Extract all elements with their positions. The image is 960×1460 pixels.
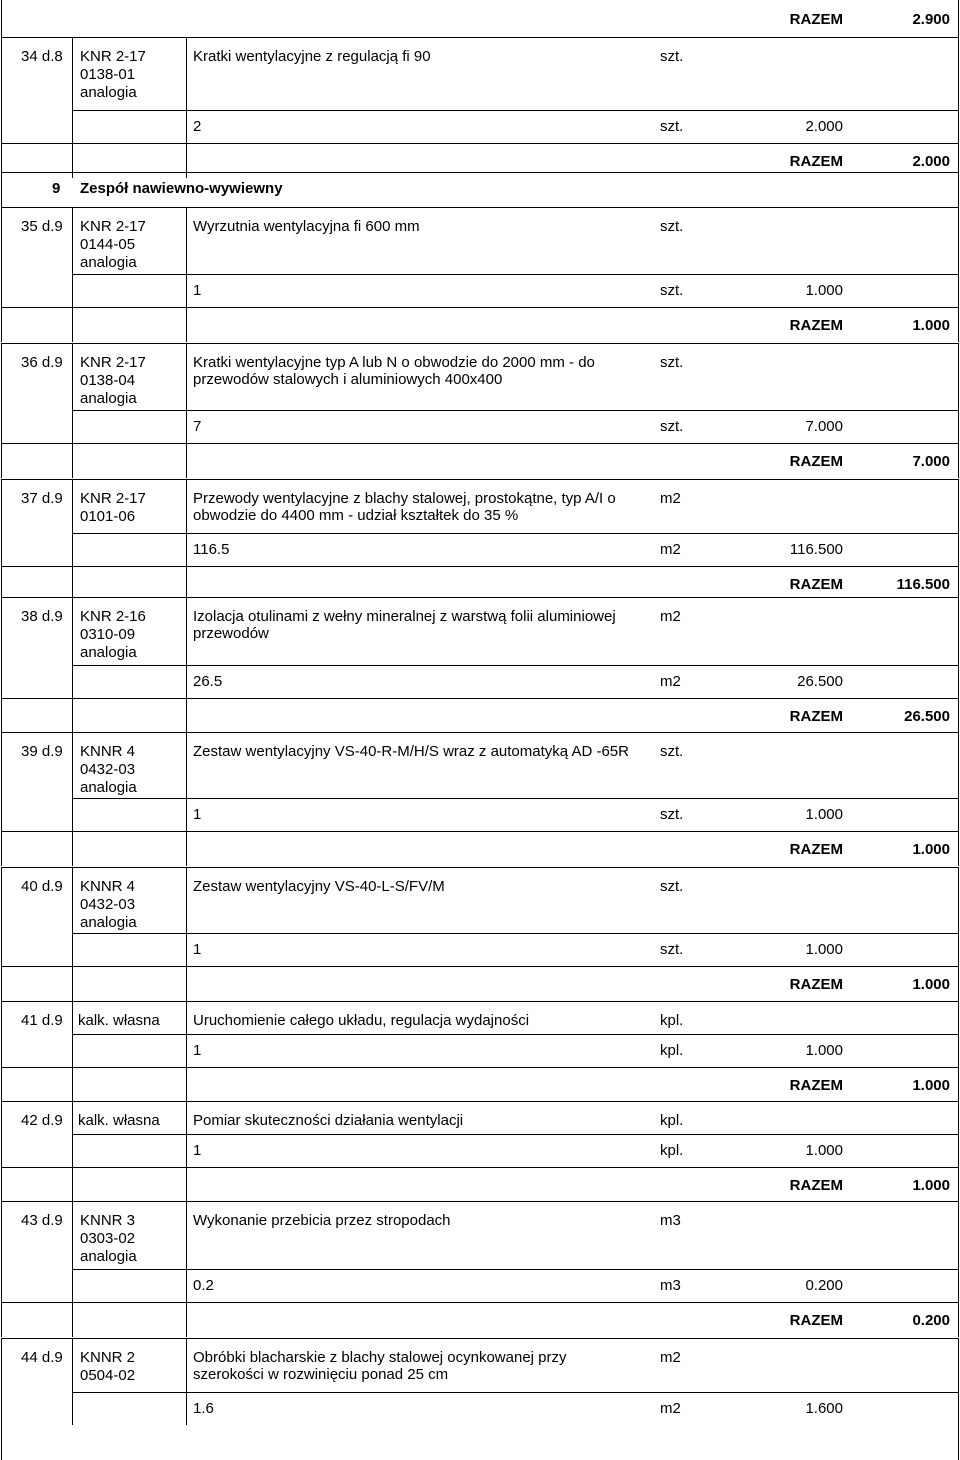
table-border-right [958,1101,959,1202]
quantity-unit: szt. [660,941,684,958]
column-divider [186,1392,187,1425]
column-divider [72,1134,73,1167]
column-divider [72,665,73,698]
quantity-expression: 26.5 [193,673,223,690]
razem-total: 1.000 [912,976,950,993]
razem-label: RAZEM [789,1312,843,1329]
position-unit: szt. [660,878,684,895]
quantity-unit: m2 [660,673,681,690]
row-separator [1,1201,958,1202]
table-border-left [1,1001,2,1102]
section-number: 9 [52,180,61,197]
column-divider [186,307,187,342]
position-description: przewodów [193,625,269,642]
column-divider [186,732,187,798]
row-separator [72,665,958,666]
razem-label: RAZEM [789,317,843,334]
row-separator [1,443,958,444]
position-basis: KNNR 3 [80,1212,136,1229]
position-number: 44 d.9 [21,1349,63,1366]
row-separator [1,597,958,598]
position-basis: analogia [80,779,137,796]
column-divider [72,732,73,798]
position-basis: analogia [80,914,137,931]
position-basis: analogia [80,254,137,271]
column-divider [186,443,187,478]
row-separator [1,966,958,967]
quantity-value: 26.500 [797,673,843,690]
row-separator [72,1034,958,1035]
row-separator [1,1067,958,1068]
position-basis: 0138-01 [80,66,136,83]
column-divider [72,798,73,831]
column-divider [72,1034,73,1067]
row-separator [72,410,958,411]
row-separator [1,867,958,868]
quantity-expression: 1 [193,941,202,958]
position-number: 41 d.9 [21,1012,63,1029]
column-divider [72,110,73,143]
column-divider [186,207,187,274]
quantity-unit: szt. [660,806,684,823]
quantity-unit: szt. [660,282,684,299]
column-divider [186,110,187,143]
quantity-value: 7.000 [805,418,843,435]
column-divider [186,410,187,443]
table-border-left [1,1338,2,1460]
razem-total: 2.000 [912,153,950,170]
row-separator [1,566,958,567]
quantity-unit: m3 [660,1277,681,1294]
table-border-left [1,0,2,207]
row-separator [72,1134,958,1135]
column-divider [186,343,187,410]
column-divider [72,566,73,601]
position-unit: kpl. [660,1112,684,1129]
column-divider [72,1101,73,1134]
column-divider [72,1067,73,1102]
column-divider [186,798,187,831]
position-basis: 0310-09 [80,626,136,643]
position-basis: analogia [80,84,137,101]
position-description: Izolacja otulinami z wełny mineralnej z warstwą folii aluminiowej [193,608,616,625]
position-description: Obróbki blacharskie z blachy stalowej ocynkowanej przy [193,1349,567,1366]
table-border-left [1,343,2,478]
position-basis: 0144-05 [80,236,136,253]
column-divider [72,1338,73,1392]
position-description: szerokości w rozwinięciu ponad 25 cm [193,1366,449,1383]
position-basis: analogia [80,1248,137,1265]
column-divider [72,207,73,274]
quantity-expression: 2 [193,118,202,135]
razem-total: 0.200 [912,1312,950,1329]
table-border-right [958,732,959,866]
position-basis: 0101-06 [80,508,136,525]
table-border-right [958,479,959,601]
razem-label: RAZEM [789,453,843,470]
position-basis: 0432-03 [80,761,136,778]
column-divider [186,1302,187,1337]
position-description: Uruchomienie całego układu, regulacja wydajności [193,1012,530,1029]
table-border-left [1,1201,2,1337]
column-divider [72,933,73,966]
razem-total: 26.500 [904,708,950,725]
quantity-expression: 1 [193,1042,202,1059]
razem-total: 7.000 [912,453,950,470]
razem-label: RAZEM [789,708,843,725]
row-separator [1,479,958,480]
razem-total: 1.000 [912,1177,950,1194]
table-border-left [1,597,2,733]
position-description: Przewody wentylacyjne z blachy stalowej, prostokątne, typ A/I o [193,490,616,507]
razem-label: RAZEM [789,841,843,858]
row-separator [72,1269,958,1270]
quantity-expression: 1.6 [193,1400,214,1417]
quantity-unit: szt. [660,418,684,435]
table-border-right [958,207,959,342]
position-description: Zestaw wentylacyjny VS-40-R-M/H/S wraz z automatyką AD -65R [193,743,629,760]
position-number: 35 d.9 [21,218,63,235]
column-divider [72,37,73,110]
row-separator [1,698,958,699]
column-divider [72,966,73,1001]
table-border-right [958,1001,959,1102]
column-divider [72,274,73,307]
row-separator [72,274,958,275]
column-divider [186,698,187,733]
quantity-unit: m2 [660,541,681,558]
position-unit: szt. [660,354,684,371]
position-basis: analogia [80,644,137,661]
quantity-unit: szt. [660,118,684,135]
position-unit: szt. [660,48,684,65]
column-divider [72,1302,73,1337]
quantity-expression: 1 [193,282,202,299]
row-separator [1,172,958,173]
column-divider [186,1067,187,1102]
position-basis: KNR 2-17 [80,48,146,65]
table-border-left [1,1101,2,1202]
column-divider [186,1167,187,1202]
position-description: Wyrzutnia wentylacyjna fi 600 mm [193,218,420,235]
position-description: Kratki wentylacyjne typ A lub N o obwodzie do 2000 mm - do [193,354,595,371]
quantity-expression: 116.5 [193,541,230,558]
position-unit: kpl. [660,1012,684,1029]
row-separator [1,1101,958,1102]
quantity-value: 1.000 [805,941,843,958]
quantity-expression: 7 [193,418,202,435]
column-divider [72,410,73,443]
column-divider [186,831,187,866]
position-basis: 0138-04 [80,372,136,389]
column-divider [186,479,187,533]
quantity-value: 1.000 [805,1042,843,1059]
position-description: przewodów stalowych i aluminiowych 400x400 [193,371,503,388]
column-divider [186,1338,187,1392]
table-border-right [958,597,959,733]
row-separator [1,1001,958,1002]
column-divider [186,1101,187,1134]
column-divider [72,1001,73,1034]
position-unit: m3 [660,1212,681,1229]
column-divider [72,343,73,410]
position-basis: 0432-03 [80,896,136,913]
column-divider [186,966,187,1001]
position-description: Zestaw wentylacyjny VS-40-L-S/FV/M [193,878,445,895]
quantity-unit: m2 [660,1400,681,1417]
table-border-left [1,732,2,866]
position-number: 34 d.8 [21,48,63,65]
table-border-right [958,343,959,478]
quantity-expression: 1 [193,806,202,823]
position-number: 40 d.9 [21,878,63,895]
razem-label: RAZEM [789,576,843,593]
column-divider [72,831,73,866]
table-border-right [958,1338,959,1460]
row-separator [1,207,958,208]
table-border-left [1,867,2,1001]
row-separator [1,307,958,308]
column-divider [72,533,73,566]
row-separator [72,1392,958,1393]
column-divider [186,933,187,966]
column-divider [186,1201,187,1269]
row-separator [1,1302,958,1303]
quantity-value: 1.000 [805,282,843,299]
position-description: Kratki wentylacyjne z regulacją fi 90 [193,48,431,65]
column-divider [72,1167,73,1202]
row-separator [1,831,958,832]
column-divider [186,37,187,110]
position-number: 36 d.9 [21,354,63,371]
column-divider [186,1034,187,1067]
column-divider [72,143,73,178]
quantity-value: 116.500 [789,541,843,558]
position-basis: KNNR 4 [80,878,136,895]
position-basis: 0504-02 [80,1367,136,1384]
row-separator [72,110,958,111]
column-divider [186,1269,187,1302]
quantity-value: 0.200 [805,1277,843,1294]
table-border-left [1,479,2,601]
column-divider [186,665,187,698]
row-separator [1,1167,958,1168]
column-divider [72,1269,73,1302]
section-title: Zespół nawiewno-wywiewny [80,180,283,197]
position-unit: szt. [660,218,684,235]
column-divider [72,443,73,478]
razem-total: 1.000 [912,841,950,858]
razem-label: RAZEM [789,1077,843,1094]
position-unit: szt. [660,743,684,760]
position-basis: KNNR 4 [80,743,136,760]
position-basis: kalk. własna [78,1012,160,1029]
column-divider [72,479,73,533]
column-divider [186,1134,187,1167]
position-basis: analogia [80,390,137,407]
row-separator [1,343,958,344]
razem-label: RAZEM [789,976,843,993]
position-number: 43 d.9 [21,1212,63,1229]
position-basis: kalk. własna [78,1112,160,1129]
position-description: Wykonanie przebicia przez stropodach [193,1212,451,1229]
position-basis: KNR 2-16 [80,608,146,625]
quantity-unit: kpl. [660,1142,684,1159]
column-divider [72,1201,73,1269]
position-description: Pomiar skuteczności działania wentylacji [193,1112,464,1129]
column-divider [186,566,187,601]
row-separator [1,1338,958,1339]
table-border-right [958,0,959,207]
position-basis: KNR 2-17 [80,490,146,507]
quantity-value: 1.000 [805,806,843,823]
column-divider [72,698,73,733]
quantity-expression: 0.2 [193,1277,214,1294]
table-border-right [958,1201,959,1337]
row-separator [72,933,958,934]
razem-total: 116.500 [896,576,950,593]
row-separator [1,732,958,733]
position-basis: 0303-02 [80,1230,136,1247]
razem-total: 1.000 [912,1077,950,1094]
column-divider [186,597,187,665]
column-divider [72,867,73,933]
position-unit: m2 [660,608,681,625]
position-basis: KNNR 2 [80,1349,136,1366]
column-divider [186,143,187,178]
position-unit: m2 [660,1349,681,1366]
column-divider [72,1392,73,1425]
column-divider [186,867,187,933]
position-basis: KNR 2-17 [80,218,146,235]
razem-total: 2.900 [912,11,950,28]
row-separator [72,798,958,799]
quantity-value: 2.000 [805,118,843,135]
row-separator [72,533,958,534]
position-number: 42 d.9 [21,1112,63,1129]
position-number: 39 d.9 [21,743,63,760]
column-divider [72,307,73,342]
razem-label: RAZEM [789,1177,843,1194]
razem-total: 1.000 [912,317,950,334]
column-divider [186,274,187,307]
position-number: 38 d.9 [21,608,63,625]
row-separator [1,143,958,144]
position-number: 37 d.9 [21,490,63,507]
column-divider [186,1001,187,1034]
quantity-unit: kpl. [660,1042,684,1059]
quantity-value: 1.600 [805,1400,843,1417]
position-basis: KNR 2-17 [80,354,146,371]
table-border-left [1,207,2,342]
row-separator [1,37,958,38]
column-divider [72,597,73,665]
position-unit: m2 [660,490,681,507]
column-divider [186,533,187,566]
razem-label: RAZEM [789,153,843,170]
razem-label: RAZEM [789,11,843,28]
quantity-expression: 1 [193,1142,202,1159]
table-border-right [958,867,959,1001]
quantity-value: 1.000 [805,1142,843,1159]
position-description: obwodzie do 4400 mm - udział kształtek do 35 % [193,507,519,524]
